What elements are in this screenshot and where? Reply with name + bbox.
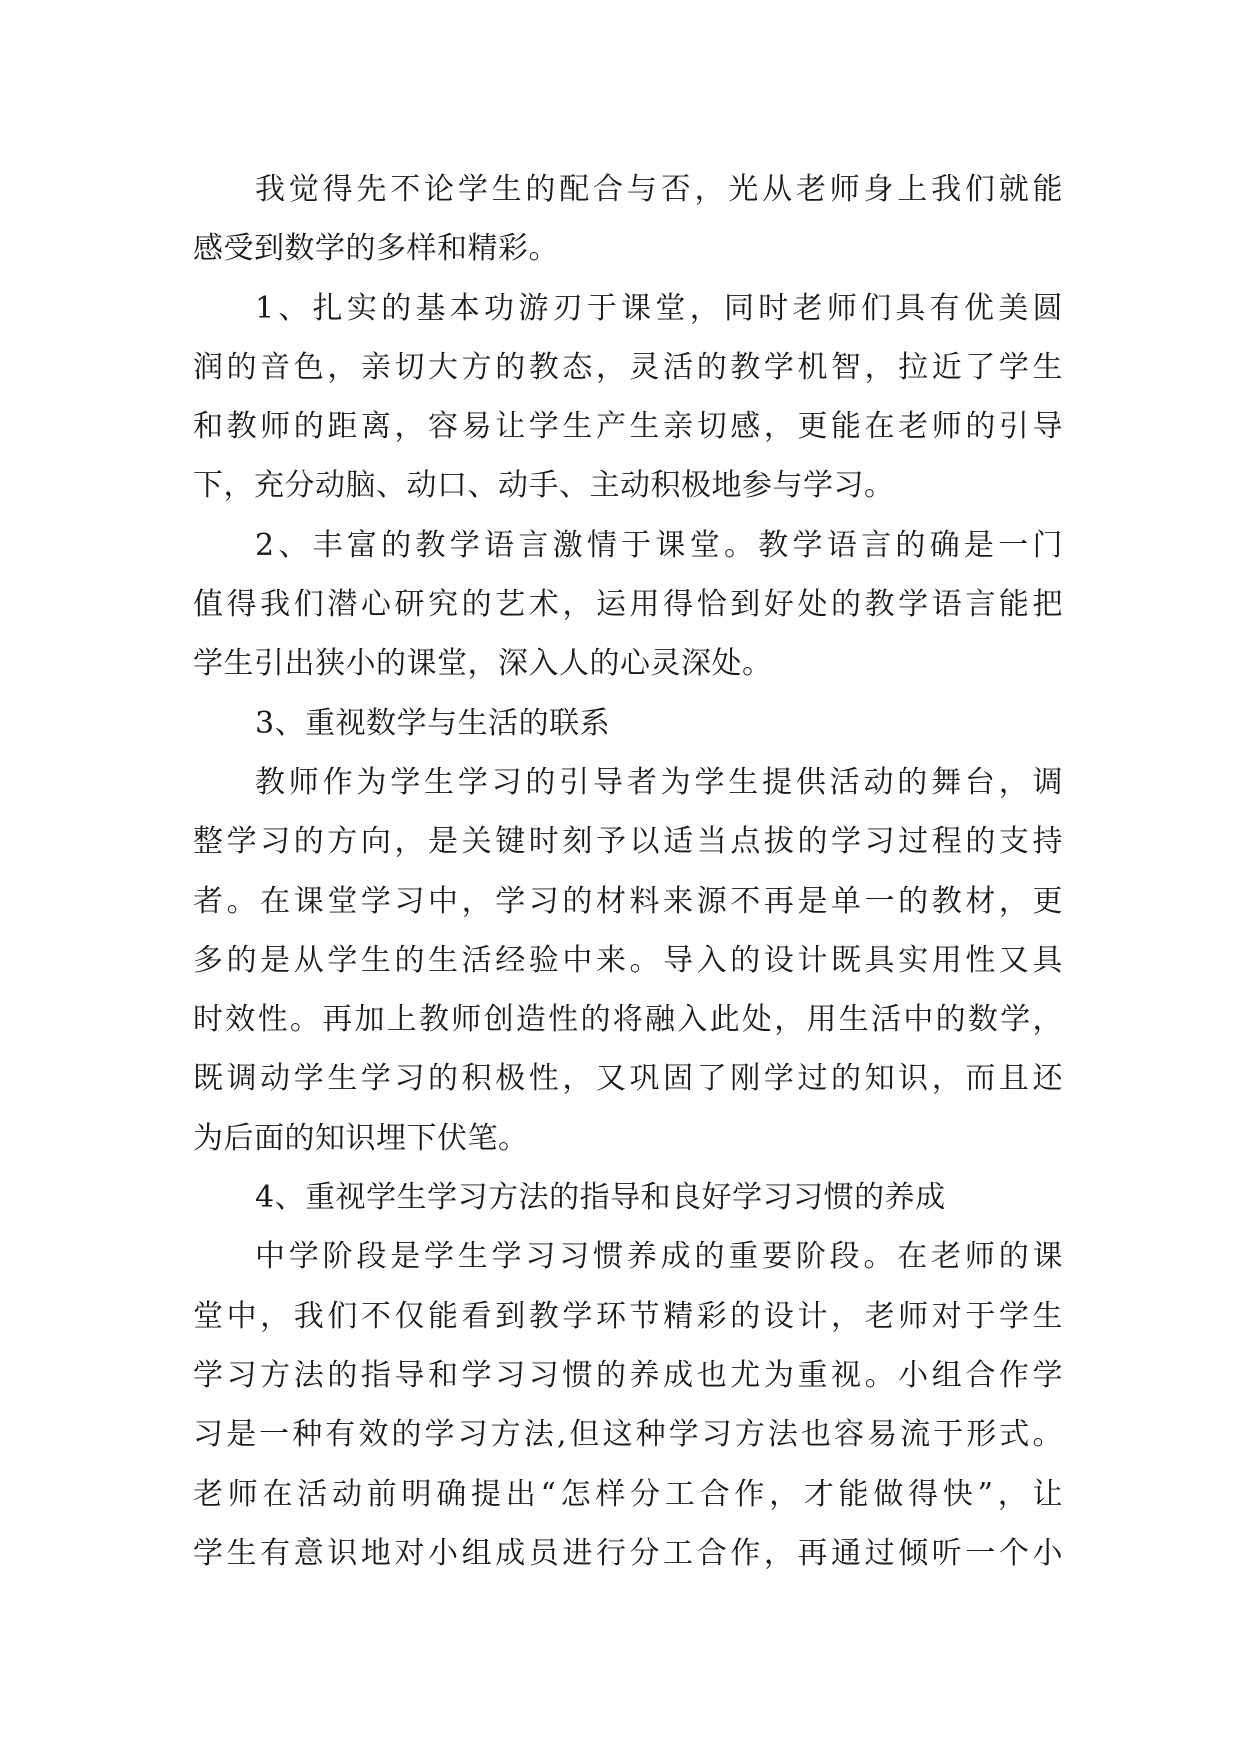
body-text	[193, 160, 1063, 1583]
paragraph-line: 为后面的知识埋下伏笔。	[193, 1120, 529, 1156]
paragraph-line: 堂中，我们不仅能看到教学环节精彩的设计，老师对于学生	[193, 1298, 1063, 1334]
paragraph-line: 润的音色，亲切大方的教态，灵活的教学机智，拉近了学生	[193, 349, 1063, 385]
paragraph-line: 习是一种有效的学习方法,但这种学习方法也容易流于形式。	[193, 1417, 1063, 1453]
paragraph-line: 1、扎实的基本功游刃于课堂，同时老师们具有优美圆	[255, 290, 1063, 326]
paragraph-line: 感受到数学的多样和精彩。	[193, 231, 559, 267]
section-heading: 4、重视学生学习方法的指导和良好学习习惯的养成	[255, 1180, 946, 1216]
paragraph-line: 学生引出狭小的课堂，深入人的心灵深处。	[193, 646, 773, 682]
paragraph-line: 下，充分动脑、动口、动手、主动积极地参与学习。	[193, 468, 895, 504]
paragraph-line: 2、丰富的教学语言激情于课堂。教学语言的确是一门	[255, 527, 1063, 563]
paragraph-line: 教师作为学生学习的引导者为学生提供活动的舞台，调	[255, 764, 1063, 800]
paragraph-line: 学生有意识地对小组成员进行分工合作，再通过倾听一个小	[193, 1535, 1063, 1571]
paragraph-line: 老师在活动前明确提出“怎样分工合作，才能做得快”，让	[193, 1476, 1063, 1512]
paragraph-line: 中学阶段是学生学习习惯养成的重要阶段。在老师的课	[255, 1239, 1063, 1275]
paragraph-line: 既调动学生学习的积极性，又巩固了刚学过的知识，而且还	[193, 1061, 1063, 1097]
paragraph-line: 时效性。再加上教师创造性的将融入此处，用生活中的数学，	[193, 1002, 1063, 1038]
section-heading: 3、重视数学与生活的联系	[255, 705, 611, 741]
paragraph-line: 值得我们潜心研究的艺术，运用得恰到好处的教学语言能把	[193, 587, 1063, 623]
paragraph-line: 我觉得先不论学生的配合与否，光从老师身上我们就能	[255, 172, 1063, 207]
paragraph-line: 多的是从学生的生活经验中来。导入的设计既具实用性又具	[193, 942, 1063, 978]
paragraph-line: 和教师的距离，容易让学生产生亲切感，更能在老师的引导	[193, 409, 1063, 445]
paragraph-line: 学习方法的指导和学习习惯的养成也尤为重视。小组合作学	[193, 1357, 1063, 1393]
paragraph-line: 整学习的方向，是关键时刻予以适当点拔的学习过程的支持	[193, 824, 1063, 860]
paragraph-line: 者。在课堂学习中，学习的材料来源不再是单一的教材，更	[193, 883, 1063, 919]
